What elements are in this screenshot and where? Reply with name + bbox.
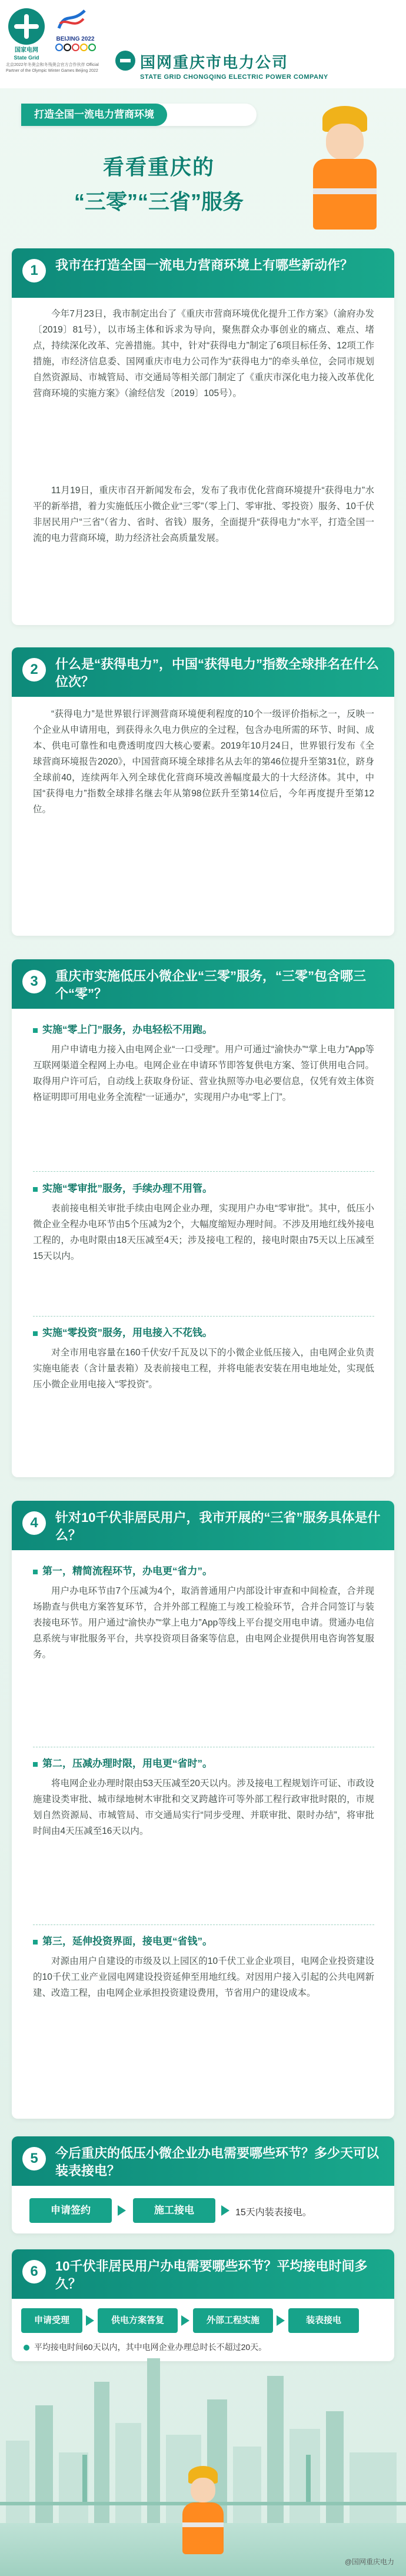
sgcc-name: 国家电网 State Grid	[14, 47, 39, 61]
arrow-right-icon	[181, 2315, 189, 2326]
worker-illustration-icon	[300, 100, 388, 230]
arrow-right-icon	[277, 2315, 285, 2326]
q3-paragraph-2: 表前接电相关审批手续由电网企业办理，实现用户办电“零审批”。其中，低压小微企业全程办电环节由5个压减为2个，大幅度缩短办理时间。不涉及用地红线外接电工程的，办电时限由18天压减至4天；涉及接电工程的，接电时限由75天以上压减至15天以内。	[33, 1204, 374, 1261]
q3-subheading-1: 实施“零上门”服务，办电轻松不用跑。	[33, 1021, 212, 1036]
q2-title: 什么是“获得电力”，中国“获得电力”指数全球排名在什么位次？	[55, 657, 380, 689]
q3-subheading-3: 实施“零投资”服务，用电接入不花钱。	[33, 1324, 212, 1339]
q3-paragraph-3: 对全市用电容量在160千伏安/千瓦及以下的小微企业低压接入，由电网企业负责实施电能表（含计量表箱）及表前接电工程，并将电能表安装在用电地址处，实现低压小微企业用电接入“零投资”。	[33, 1348, 374, 1390]
arrow-right-icon	[118, 2205, 126, 2216]
beijing-2022-text: BEIJING 2022	[56, 36, 95, 42]
q4-paragraph-3: 对源由用户自建设的市级及以上园区的10千伏工业企业项目，电网企业投资建设的10千伏工业产业园电网建设投资延伸至用地红线。对因用户接入引起的公共电网新建、改造工程，由电网企业承担投资建设费用，节省用户的建设成本。	[33, 1956, 374, 1998]
q1-header	[12, 248, 394, 298]
partner-caption: 北京2022年冬奥会和冬残奥会官方合作伙伴 Official Partner of the Olympic Winter Games Beijing 2022	[6, 63, 99, 73]
company-name-en: STATE GRID CHONGQING ELECTRIC POWER COMPANY	[140, 74, 328, 81]
q4-subheading-3: 第三，延伸投资界面，接电更“省钱”。	[33, 1933, 212, 1947]
q6-step-1: 申请受理	[21, 2308, 82, 2333]
q3-subheading-2: 实施“零审批”服务，手续办理不用管。	[33, 1180, 212, 1195]
q6-header	[12, 2249, 394, 2299]
q3-paragraph-1: 用户申请电力接入由电网企业“一口受理”。用户可通过“渝快办”“掌上电力”App等互联网渠道全程网上办电。电网企业在申请环节即答复供电方案、签订供用电合同。取得用户许可后，自动线上获取身份证、营业执照等办电必要信息，仅凭有效主体资格证明即可用电业务全流程“一证通办”，实现用户办电“零上门”。	[33, 1045, 374, 1102]
beijing-2022-emblem	[54, 6, 96, 56]
card-q1	[12, 248, 394, 625]
q4-header	[12, 1501, 394, 1550]
q3-number: 3	[22, 970, 46, 993]
q6-number: 6	[22, 2260, 46, 2284]
q5-number: 5	[22, 2147, 46, 2171]
hero-title	[53, 151, 265, 215]
divider	[33, 1924, 374, 1925]
divider	[33, 1316, 374, 1317]
q6-title: 10千伏非居民用户办电需要哪些环节？平均接电时间多久？	[55, 2259, 368, 2291]
q1-title: 我市在打造全国一流电力营商环境上有哪些新动作？	[55, 258, 354, 272]
city-skyline-illustration	[0, 2331, 406, 2576]
winter-emblem-icon	[54, 6, 89, 33]
sgcc-logo-icon	[8, 8, 45, 45]
q2-number: 2	[22, 658, 46, 682]
q4-paragraph-1: 用户办电环节由7个压减为4个，取消普通用户内部设计审查和中间检查，合并现场勘查与供电方案答复环节，合并外部工程施工与竣工检验环节，合并合同签订与装表接电环节。用户通过“渝快办”“掌上电力”App等线上平台提交用电申请。贯通办电信息系统与审批服务平台，共享投资项目备案等信息，由电网企业提供用电咨询答复服务。	[33, 1586, 374, 1660]
q5-title: 今后重庆的低压小微企业办电需要哪些环节？多少天可以装表接电？	[55, 2146, 380, 2178]
watermark-text: @国网重庆电力	[344, 2558, 394, 2566]
q5-note: 15天内装表接电。	[235, 2208, 312, 2218]
company-logo-icon	[115, 51, 135, 71]
q4-paragraph-2: 将电网企业办理时限由53天压减至20天以内。涉及接电工程规划许可证、市政设施建设类审批、城市绿地树木审批和交叉跨越许可等外部工程行政审批时限的，市规划自然资源局、市城管局、市交通局实行“同步受理、并联审批、限时办结”，将审批时间由4天压减至16天以内。	[33, 1779, 374, 1836]
hero-title-line1: 看看重庆的	[102, 155, 215, 179]
q6-step-2: 供电方案答复	[98, 2308, 178, 2333]
q4-number: 4	[22, 1511, 46, 1535]
q3-header	[12, 959, 394, 1009]
q5-step-1: 申请签约	[29, 2198, 112, 2223]
q3-title: 重庆市实施低压小微企业“三零”服务，“三零”包含哪三个“零”？	[55, 969, 367, 1001]
q2-paragraph: “获得电力”是世界银行评测营商环境便利程度的10个一级评价指标之一，反映一个企业从申请用电，到获得永久电力供应的全过程，包含办电所需的环节、时间、成本、供电可靠性和电费透明度四大核心要素。2019年10月24日，世界银行发布《全球营商环境报告2020》，中国营商环境全球排名从去年的第46位提升至第31位，跻身全球前40，连续两年入列全球优化营商环境改善幅度最大的十大经济体。其中，中国“获得电力”指数全球排名继去年从第98位跃升至第14位后，今年再度提升至第12位。	[33, 709, 374, 815]
divider	[33, 1171, 374, 1172]
q4-subheading-2: 第二，压减办理时限，用电更“省时”。	[33, 1755, 212, 1770]
company-name-cn: 国网重庆市电力公司	[140, 54, 289, 71]
q1-number: 1	[22, 259, 46, 282]
q5-step-2: 施工接电	[133, 2198, 215, 2223]
q5-header	[12, 2136, 394, 2186]
worker-illustration-icon	[177, 2466, 229, 2554]
q1-paragraph-1: 今年7月23日，我市制定出台了《重庆市营商环境优化提升工作方案》（渝府办发〔2019〕81号），以市场主体和诉求为导向，聚焦群众办事创业的痛点、难点、堵点，持续深化改革、完善措施。其中，针对“获得电力”制定了6项目标任务、12项工作措施，市经济信息委、国网重庆市电力公司作为“获得电力”的牵头单位，会同市规划自然资源局、市城管局、市交通局等相关部门制定了《重庆市深化电力接入改革优化营商环境的实施方案》（渝经信发〔2019〕105号）。	[33, 309, 374, 398]
q4-title: 针对10千伏非居民用户，我市开展的“三省”服务具体是什么？	[55, 1510, 381, 1543]
q2-header	[12, 647, 394, 697]
hero-banner-text: 打造全国一流电力营商环境	[21, 104, 167, 126]
olympic-rings-icon	[54, 44, 96, 51]
company-name	[140, 51, 328, 81]
arrow-right-icon	[86, 2315, 94, 2326]
q6-step-3: 外部工程实施	[193, 2308, 273, 2333]
header	[0, 0, 406, 88]
q4-subheading-1: 第一，精简流程环节，办电更“省力”。	[33, 1563, 212, 1577]
q6-step-4: 装表接电	[288, 2308, 359, 2333]
hero-banner	[21, 104, 257, 126]
arrow-right-icon	[221, 2205, 229, 2216]
q1-paragraph-2: 11月19日，重庆市召开新闻发布会，发布了我市优化营商环境提升“获得电力”水平的新举措，着力实施低压小微企业“三零”（零上门、零审批、零投资）服务、10千伏非居民用户“三省”（省力、省时、省钱）服务，全面提升“获得电力”水平，打造全国一流的电力营商环境，助力经济社会高质量发展。	[33, 486, 374, 543]
q6-note: 平均接电时间60天以内，其中电网企业办理总时长不超过20天。	[24, 2341, 267, 2353]
hero-title-line2: “三零”“三省”服务	[74, 190, 244, 214]
